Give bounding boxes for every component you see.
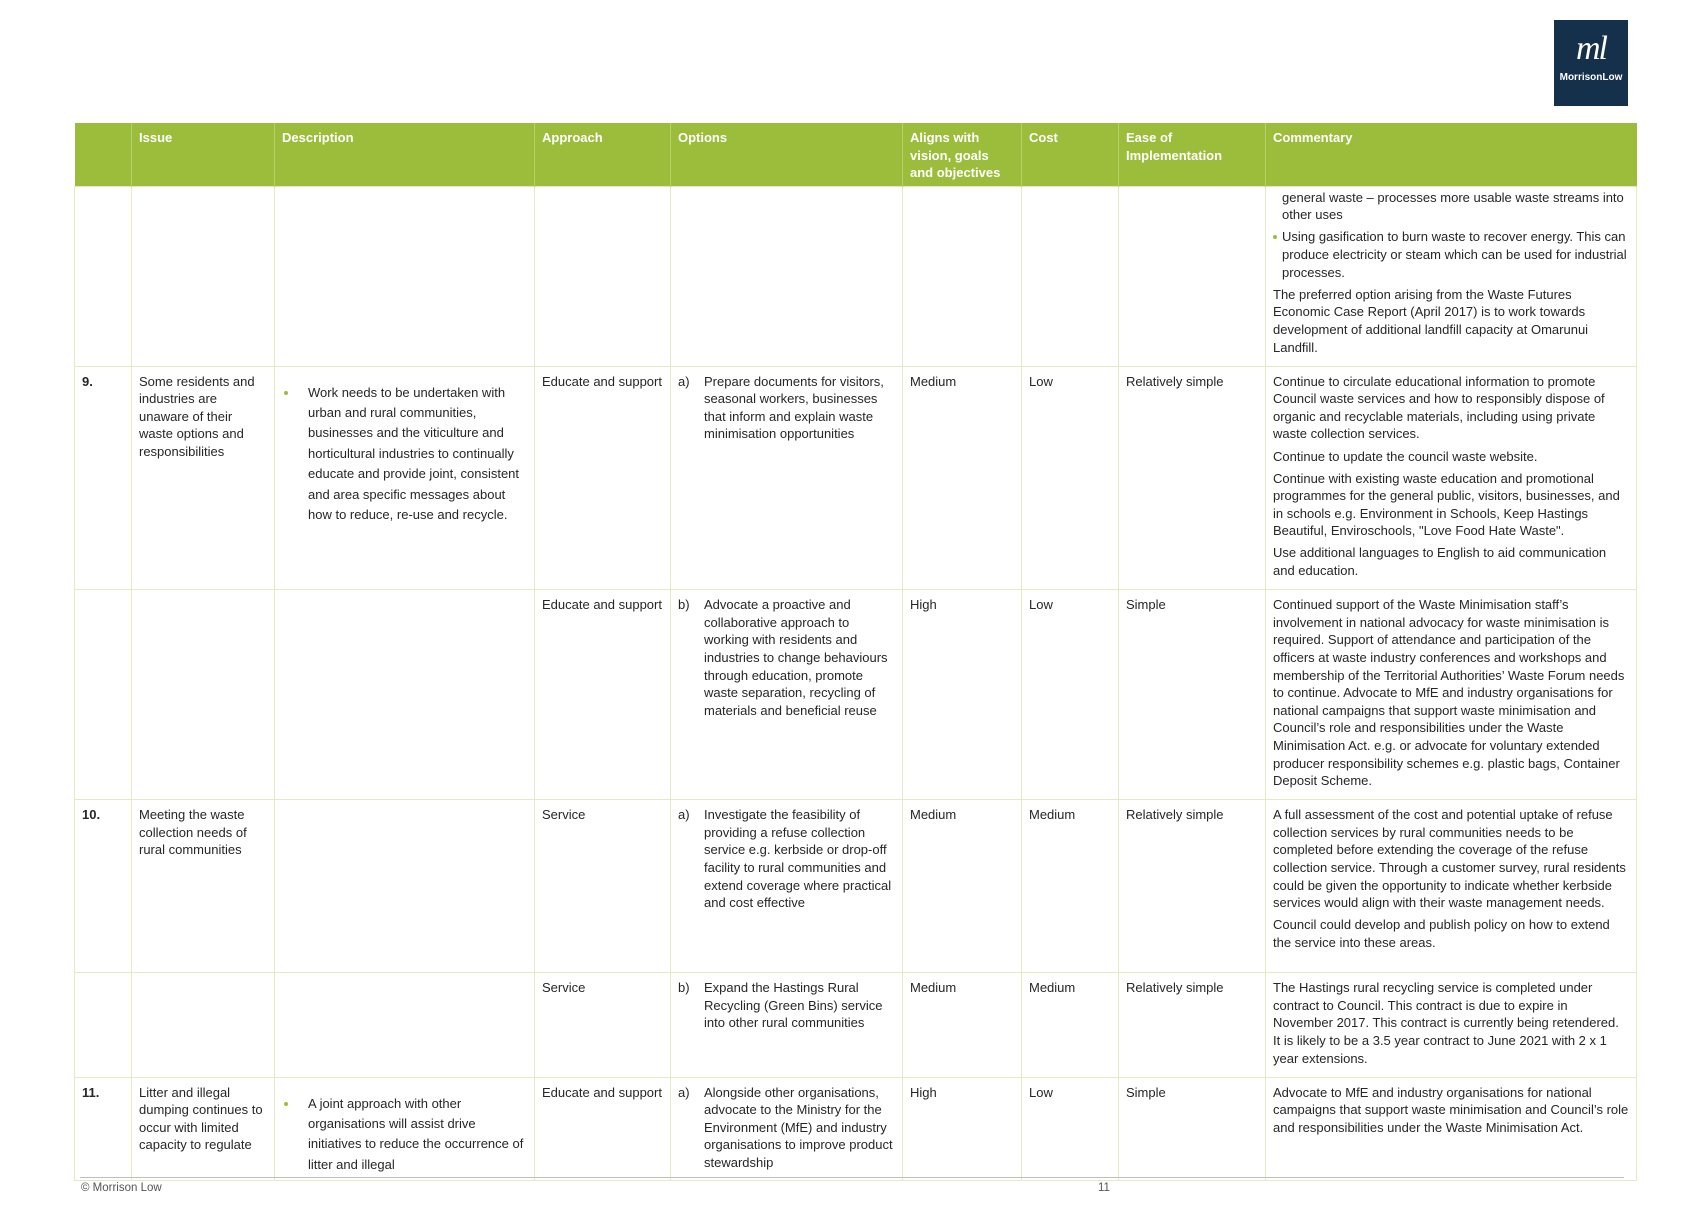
header-approach: Approach [535, 123, 671, 186]
option-cell [671, 590, 903, 800]
aligns-cell: Medium [903, 366, 1022, 590]
options-table [74, 123, 1637, 1181]
option-text: Investigate the feasibility of providing a refuse collection service e.g. kerbside or drop-off facility to rural communities and extend coverage where practical and cost effective [704, 807, 892, 911]
commentary-paragraph: Council could develop and publish policy on how to extend the service into these areas. [1273, 917, 1610, 950]
logo-mark: ml [1576, 30, 1606, 67]
table-row [75, 973, 1637, 1077]
aligns-cell: High [903, 590, 1022, 800]
issue-cell: Some residents and industries are unaware of their waste options and responsibilities [132, 366, 275, 590]
table-row-continuation [75, 186, 1637, 366]
option-letter: b) [678, 597, 690, 613]
commentary-cell [1266, 973, 1637, 1077]
commentary-cell [1266, 800, 1637, 973]
logo-text: MorrisonLow [1559, 72, 1623, 83]
description-cell [275, 973, 535, 1077]
header-ease: Ease of Implementation [1119, 123, 1266, 186]
commentary-paragraph: The Hastings rural recycling service is completed under contract to Council. This contract is due to expire in November 2017. This contract is currently being retendered. It is likely to be a 3.5 year contract to June 2021 with 2 x 1 year extensions. [1273, 980, 1619, 1066]
ease-cell: Simple [1119, 590, 1266, 800]
table-row [75, 366, 1637, 590]
description-bullet: Work needs to be undertaken with urban and rural communities, businesses and the viticulture and horticultural industries to continually educate and provide joint, consistent and area specific messages about how to reduce, re-use and recycle. [282, 383, 527, 526]
aligns-cell: Medium [903, 800, 1022, 973]
issue-cell: Litter and illegal dumping continues to occur with limited capacity to regulate [132, 1077, 275, 1181]
header-commentary: Commentary [1266, 123, 1637, 186]
row-number [75, 973, 132, 1077]
issue-cell [132, 590, 275, 800]
issue-cell [132, 973, 275, 1077]
option-cell [671, 800, 903, 973]
row-number: 11. [75, 1077, 132, 1181]
option-letter: a) [678, 373, 690, 389]
description-cell [275, 590, 535, 800]
table-row [75, 1077, 1637, 1181]
option-letter: a) [678, 807, 690, 823]
option-text: Expand the Hastings Rural Recycling (Green Bins) service into other rural communities [704, 980, 883, 1031]
header-aligns: Aligns with vision, goals and objectives [903, 123, 1022, 186]
row-number: 10. [75, 800, 132, 973]
cost-cell: Low [1022, 590, 1119, 800]
description-cell [275, 800, 535, 973]
commentary-cell [1266, 1077, 1637, 1181]
commentary-paragraph: Use additional languages to English to aid communication and education. [1273, 545, 1607, 579]
aligns-cell: High [903, 1077, 1022, 1181]
footer-divider [80, 1177, 1624, 1178]
footer-page-number: 11 [1098, 1182, 1110, 1194]
option-letter: a) [678, 1084, 690, 1100]
commentary-cell [1266, 186, 1637, 366]
ease-cell: Simple [1119, 1077, 1266, 1181]
table-header-row [75, 123, 1637, 186]
approach-cell: Educate and support [535, 1077, 671, 1181]
commentary-cell [1266, 590, 1637, 800]
header-issue: Issue [132, 123, 275, 186]
morrison-low-logo [1554, 20, 1628, 106]
approach-cell: Service [535, 800, 671, 973]
commentary-bullet: Using gasification to burn waste to recover energy. This can produce electricity or steam which can be used for industrial processes. [1273, 228, 1629, 281]
option-text: Advocate a proactive and collaborative approach to working with residents and industries to change behaviours through education, promote waste separation, recycling of materials and beneficial reuse [704, 597, 888, 718]
commentary-paragraph: Continue to update the council waste website. [1273, 448, 1538, 464]
issue-cell: Meeting the waste collection needs of rural communities [132, 800, 275, 973]
header-number [75, 123, 132, 186]
table-row [75, 800, 1637, 973]
commentary-paragraph: Continue to circulate educational information to promote Council waste services and how to responsibly dispose of organic and recyclable materials, including using private waste collection services. [1273, 373, 1605, 442]
description-bullet: A joint approach with other organisations will assist drive initiatives to reduce the occurrence of litter and illegal [282, 1094, 527, 1176]
option-text: Alongside other organisations, advocate to the Ministry for the Environment (MfE) and industry organisations to improve product stewardship [704, 1084, 893, 1171]
row-number: 9. [75, 366, 132, 590]
cost-cell: Low [1022, 1077, 1119, 1181]
options-table-wrapper [74, 123, 1636, 1181]
commentary-paragraph: The preferred option arising from the Waste Futures Economic Case Report (April 2017) is to work towards development of additional landfill capacity at Omarunui Landfill. [1273, 286, 1589, 355]
approach-cell: Educate and support [535, 590, 671, 800]
cost-cell: Medium [1022, 800, 1119, 973]
header-description: Description [275, 123, 535, 186]
approach-cell: Service [535, 973, 671, 1077]
commentary-cell [1266, 366, 1637, 590]
cost-cell: Medium [1022, 973, 1119, 1077]
row-number [75, 590, 132, 800]
commentary-continued-text: general waste – processes more usable waste streams into other uses [1282, 189, 1624, 223]
footer-copyright: © Morrison Low [81, 1182, 162, 1194]
option-text: Prepare documents for visitors, seasonal workers, businesses that inform and explain waste minimisation opportunities [704, 373, 884, 442]
commentary-paragraph: A full assessment of the cost and potential uptake of refuse collection services by rural communities needs to be completed before extending the coverage of the refuse collection service. Through a customer survey, rural residents could be given the opportunity to indicate whether kerbside services would align with their waste management needs. [1273, 807, 1626, 911]
cost-cell: Low [1022, 366, 1119, 590]
description-cell [275, 366, 535, 590]
option-cell [671, 973, 903, 1077]
commentary-paragraph: Continue with existing waste education and promotional programmes for the general public, visitors, businesses, and in schools e.g. Environment in Schools, Keep Hastings Beautiful, Enviroschools, "Love Food Hate Waste". [1273, 470, 1620, 539]
option-cell [671, 1077, 903, 1181]
table-row [75, 590, 1637, 800]
ease-cell: Relatively simple [1119, 973, 1266, 1077]
header-cost: Cost [1022, 123, 1119, 186]
ease-cell: Relatively simple [1119, 366, 1266, 590]
ease-cell: Relatively simple [1119, 800, 1266, 973]
aligns-cell: Medium [903, 973, 1022, 1077]
option-letter: b) [678, 980, 690, 996]
header-options: Options [671, 123, 903, 186]
commentary-paragraph: Continued support of the Waste Minimisation staff’s involvement in national advocacy for waste minimisation is required. Support of attendance and participation of the officers at waste industry conferences and workshops and membership of the Territorial Authorities’ Waste Forum needs to continue. Advocate to MfE and industry organisations for national campaigns that support waste minimisation and Council’s role and responsibilities under the Waste Minimisation Act. e.g. or advocate for voluntary extended producer responsibility schemes e.g. plastic bags, Container Deposit Scheme. [1273, 597, 1625, 789]
description-cell [275, 1077, 535, 1181]
approach-cell: Educate and support [535, 366, 671, 590]
commentary-paragraph: Advocate to MfE and industry organisations for national campaigns that support waste minimisation and Council’s role and responsibilities under the Waste Minimisation Act. [1273, 1084, 1629, 1135]
option-cell [671, 366, 903, 590]
